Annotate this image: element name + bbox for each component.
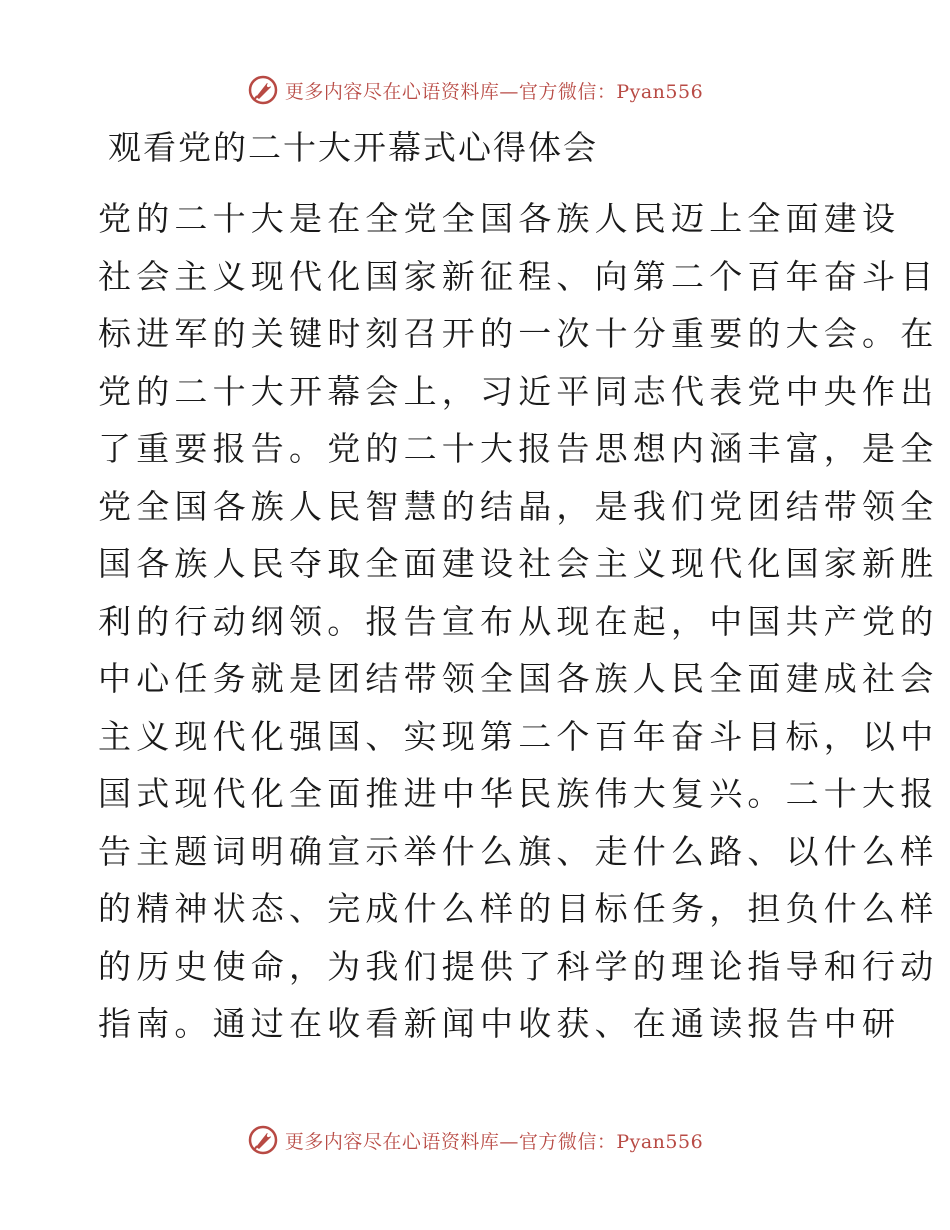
body-line: 标进军的关键时刻召开的一次十分重要的大会。在 [98,314,939,353]
pen-nib-logo-icon [247,1124,279,1156]
body-line: 告主题词明确宣示举什么旗、走什么路、以什么样 [98,831,939,871]
body-line: 指南。通过在收看新闻中收获、在通读报告中研 [98,1004,901,1043]
body-line: 主义现代化强国、实现第二个百年奋斗目标，以中 [98,716,939,756]
document-body [98,190,939,1053]
body-line: 国式现代化全面推进中华民族伟大复兴。二十大报 [98,774,939,813]
document-title: 观看党的二十大开幕式心得体会 [108,128,598,167]
pen-nib-logo-icon [247,74,279,106]
footer-banner [0,1120,950,1160]
header-banner-text: 更多内容尽在心语资料库—官方微信：Pyan556 [284,80,704,103]
body-line: 的历史使命，为我们提供了科学的理论指导和行动 [98,946,939,986]
footer-banner-text: 更多内容尽在心语资料库—官方微信：Pyan556 [284,1130,704,1153]
body-line: 党的二十大是在全党全国各族人民迈上全面建设 [98,199,901,238]
body-line: 党的二十大开幕会上，习近平同志代表党中央作出 [98,371,939,411]
footer-banner-content [247,1124,703,1156]
body-line: 的精神状态、完成什么样的目标任务，担负什么样 [98,889,939,928]
body-line: 国各族人民夺取全面建设社会主义现代化国家新胜 [98,544,939,583]
body-line: 了重要报告。党的二十大报告思想内涵丰富，是全 [98,429,939,468]
body-line: 中心任务就是团结带领全国各族人民全面建成社会 [98,659,939,698]
body-line: 利的行动纲领。报告宣布从现在起，中国共产党的 [98,601,939,641]
header-banner [0,70,950,110]
body-line: 党全国各族人民智慧的结晶，是我们党团结带领全 [98,486,939,526]
header-banner-content [247,74,703,106]
body-line: 社会主义现代化国家新征程、向第二个百年奋斗目 [98,256,939,296]
